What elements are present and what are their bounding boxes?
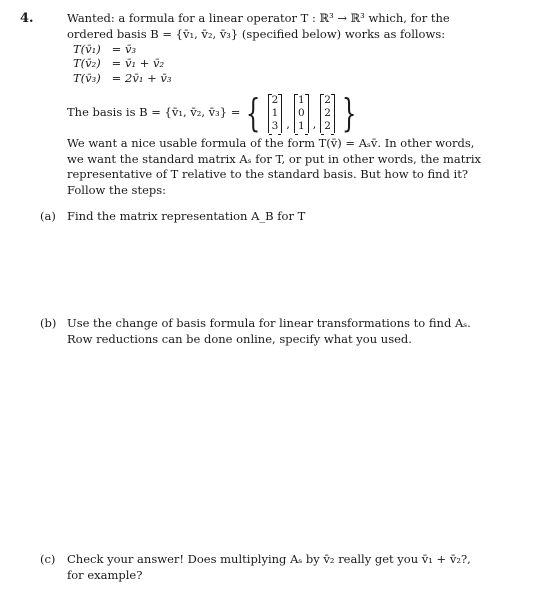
equation-row <box>73 57 171 72</box>
vector-separator: , <box>286 116 290 131</box>
part-c <box>40 552 485 583</box>
basis-vector-2 <box>294 94 309 133</box>
equation-rhs: v̄₁ + v̄₂ <box>125 56 165 70</box>
vector-entry: 0 <box>297 106 305 119</box>
equation-rhs: v̄₃ <box>125 41 137 56</box>
problem-goal: We want a nice usable formula of the form T(v̄) = Aₛv̄. In other words, we want the standard matrix Aₛ for T, or put in other words, the matrix representative of T relative to the standard basis. But how to find it? Follow the steps: <box>67 136 481 197</box>
vector-entry: 1 <box>297 119 305 132</box>
part-a <box>40 209 485 225</box>
equation-row <box>73 42 171 57</box>
vector-entry: 3 <box>271 119 279 132</box>
part-b <box>40 316 485 347</box>
vector-entry: 2 <box>271 93 279 106</box>
right-brace-icon: } <box>341 91 357 135</box>
basis-vector-1 <box>268 94 283 133</box>
equation-op: = <box>111 56 122 70</box>
vector-entry: 2 <box>324 93 331 106</box>
vector-entry: 1 <box>271 106 279 119</box>
part-label: (c) <box>40 552 56 566</box>
equation-lhs: T(v̄₂) <box>73 56 101 70</box>
equation-op: = <box>111 70 122 85</box>
vector-entry: 2 <box>324 119 331 132</box>
equation-row <box>73 71 171 86</box>
problem-intro: Wanted: a formula for a linear operator T : ℝ³ → ℝ³ which, for the ordered basis B = {v̄₁, v̄₂, v̄₃} (specified below) works as follows: <box>67 11 450 41</box>
equation-op: = <box>111 41 122 56</box>
left-brace-icon: { <box>246 91 261 135</box>
vector-entry: 2 <box>324 106 331 119</box>
part-label: (a) <box>40 209 56 223</box>
problem-number: 4. <box>20 11 34 26</box>
part-text: Check your answer! Does multiplying Aₛ by v̄₂ really get you v̄₁ + v̄₂?, for example? <box>67 552 471 582</box>
equation-lhs: T(v̄₃) <box>73 70 101 85</box>
equation-list <box>73 42 171 86</box>
equation-lhs: T(v̄₁) <box>73 41 101 56</box>
basis-definition <box>67 90 362 136</box>
part-text: Use the change of basis formula for linear transformations to find Aₛ. Row reductions can be done online, specify what you used. <box>67 316 471 346</box>
vector-entry: 1 <box>297 93 305 106</box>
vector-separator: , <box>312 116 317 131</box>
basis-vector-3 <box>320 94 335 133</box>
part-text: Find the matrix representation A_B for T <box>67 209 306 223</box>
part-label: (b) <box>40 316 57 330</box>
equation-rhs: 2v̄₁ + v̄₃ <box>125 70 172 85</box>
basis-prefix: The basis is B = {v̄₁, v̄₂, v̄₃} = <box>67 105 241 120</box>
